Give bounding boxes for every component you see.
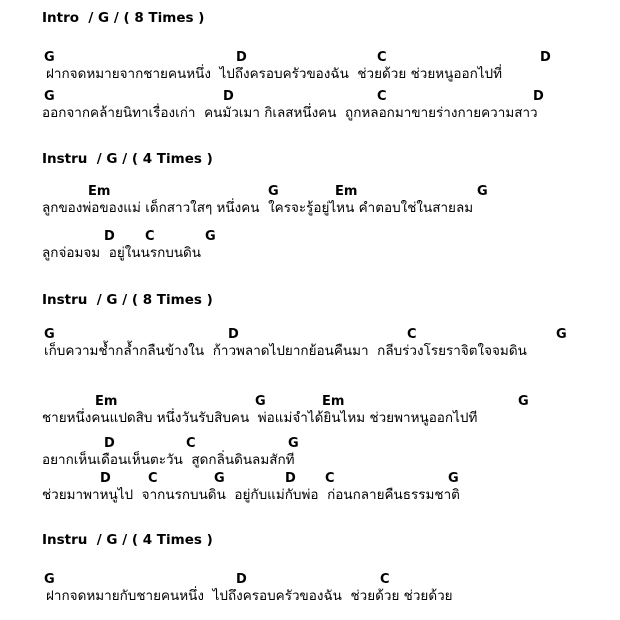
chord-label: D [533,89,544,104]
lyric-line: ลูกของพ่อของแม่ เด็กสาวใสๆ หนึ่งคน ใครจะรู้อยู่ไหน คำตอบใช่ในสายลม [42,200,474,216]
lyric-line: เก็บความช้ำกล้ำกลืนข้างใน ก้าวพลาดไปยากย้อนคืนมา กลีบร่วงโรยราจิตใจจมดิน [44,343,527,359]
chord-label: G [268,184,279,199]
section-header: Instru / G / ( 4 Times ) [42,532,213,548]
section-header: Intro / G / ( 8 Times ) [42,10,205,26]
lyric-line: ชายหนึ่งคนแปดสิบ หนึ่งวันรับสิบคน พ่อแม่จำได้ยินไหม ช่วยพาหนูออกไปที [42,410,478,426]
chord-label: G [288,436,299,451]
chord-label: D [223,89,234,104]
section-header: Instru / G / ( 4 Times ) [42,151,213,167]
chord-label: G [44,327,55,342]
chord-label: G [556,327,567,342]
chord-label: Em [335,184,358,199]
chord-label: G [477,184,488,199]
chord-label: C [325,471,335,486]
chord-label: Em [95,394,118,409]
chord-label: D [236,50,247,65]
chord-label: C [407,327,417,342]
lyric-line: ลูกจ่อมจม อยู่ในนรกบนดิน [42,245,202,261]
lyric-line: ออกจากคล้ายนิทาเรื่องเก่า คนมัวเมา กิเลสหนึ่งคน ถูกหลอกมาขายร่างกายความสาว [42,105,538,121]
chord-label: G [214,471,225,486]
lyric-line: ช่วยมาพาหนูไป จากนรกบนดิน อยู่กับแม่กับพ่อ ก่อนกลายคืนธรรมชาติ [42,487,460,503]
chord-label: G [44,89,55,104]
lyric-line: ฝากจดหมายกับชายคนหนึ่ง ไปถึงครอบครัวของฉัน ช่วยด้วย ช่วยด้วย [46,588,453,604]
chord-label: D [285,471,296,486]
chord-label: C [377,89,387,104]
chord-label: C [145,229,155,244]
chord-label: C [380,572,390,587]
chord-label: Em [88,184,111,199]
chord-label: Em [322,394,345,409]
chord-label: G [255,394,266,409]
chord-label: G [448,471,459,486]
chord-label: G [205,229,216,244]
chord-label: D [104,436,115,451]
chord-label: C [148,471,158,486]
chord-label: G [44,50,55,65]
chord-label: D [228,327,239,342]
chord-label: C [186,436,196,451]
chord-label: D [100,471,111,486]
chord-label: D [104,229,115,244]
chord-label: D [540,50,551,65]
chord-label: G [44,572,55,587]
chord-label: D [236,572,247,587]
lyric-line: อยากเห็นเดือนเห็นตะวัน สูดกลิ่นดินลมสักที [42,452,295,468]
chord-label: G [518,394,529,409]
section-header: Instru / G / ( 8 Times ) [42,292,213,308]
lyric-line: ฝากจดหมายจากชายคนหนึ่ง ไปถึงครอบครัวของฉัน ช่วยด้วย ช่วยหนูออกไปที่ [46,66,503,82]
chord-label: C [377,50,387,65]
